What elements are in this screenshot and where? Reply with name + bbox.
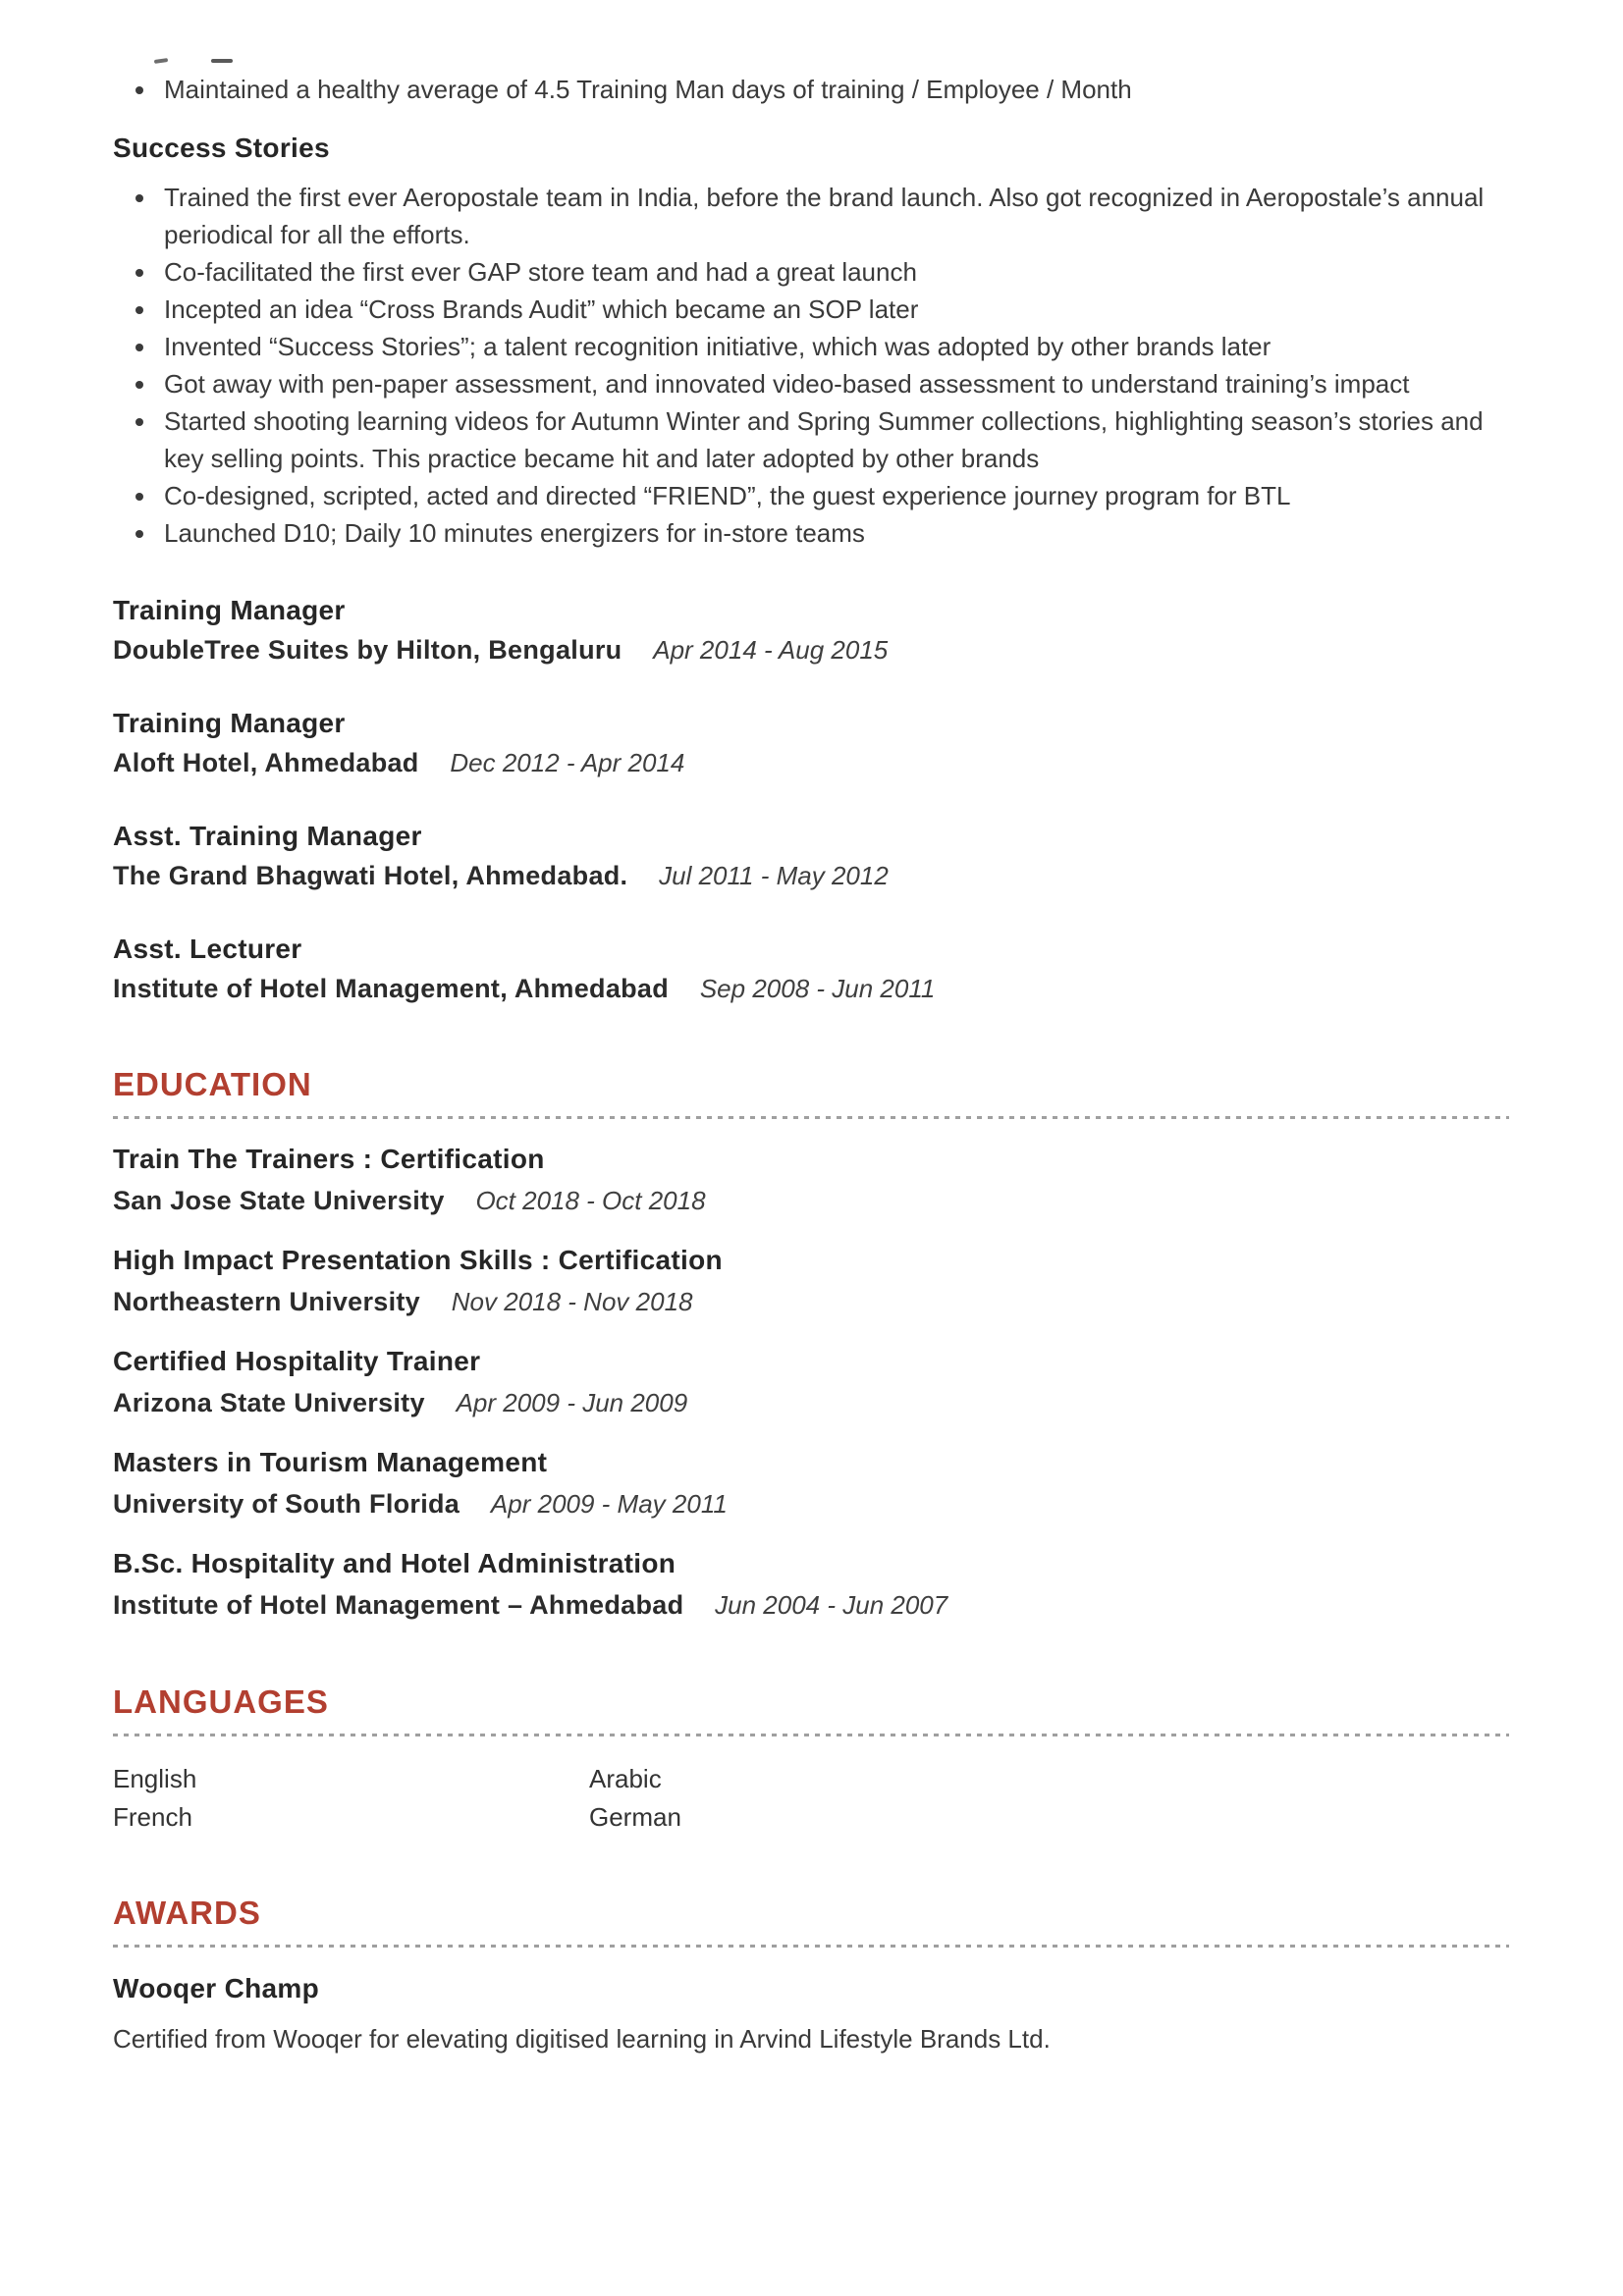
language-item: Arabic (589, 1764, 662, 1793)
experience-list (113, 591, 1509, 1008)
school-name: University of South Florida (113, 1489, 460, 1519)
job-company-line (113, 969, 1509, 1008)
company-name: The Grand Bhagwati Hotel, Ahmedabad. (113, 861, 628, 890)
language-item: German (589, 1802, 681, 1832)
school-name: Arizona State University (113, 1388, 425, 1417)
language-item: French (113, 1802, 192, 1832)
job-dates: Apr 2014 - Aug 2015 (653, 635, 889, 665)
languages-column-1 (113, 1760, 589, 1837)
bullet-item: • Co-designed, scripted, acted and directed “FRIEND”, the guest experience journey program for BTL (158, 477, 1509, 514)
job-title: Asst. Lecturer (113, 934, 302, 964)
school-line (113, 1180, 1509, 1221)
school-line (113, 1483, 1509, 1524)
bullet-item: • Co-facilitated the first ever GAP store team and had a great launch (158, 253, 1509, 291)
school-line (113, 1281, 1509, 1322)
clipped-line-fragment (113, 55, 1509, 67)
job-entry (113, 591, 1509, 669)
languages-section (113, 1682, 1509, 1837)
job-company-line (113, 743, 1509, 782)
education-dates: Apr 2009 - Jun 2009 (456, 1388, 688, 1417)
degree-title: B.Sc. Hospitality and Hotel Administration (113, 1548, 676, 1578)
success-stories-heading: Success Stories (113, 133, 330, 163)
company-name: DoubleTree Suites by Hilton, Bengaluru (113, 635, 622, 665)
job-title: Training Manager (113, 595, 346, 625)
degree-title: Masters in Tourism Management (113, 1447, 548, 1477)
company-name: Institute of Hotel Management, Ahmedabad (113, 974, 670, 1003)
awards-heading: AWARDS (113, 1895, 261, 1931)
degree-title: Certified Hospitality Trainer (113, 1346, 481, 1376)
job-dates: Jul 2011 - May 2012 (659, 861, 889, 890)
bullet-item: • Got away with pen-paper assessment, and innovated video-based assessment to understand training’s impact (158, 365, 1509, 402)
bullet-item: • Maintained a healthy average of 4.5 Training Man days of training / Employee / Month (158, 71, 1509, 108)
bullet-item: • Invented “Success Stories”; a talent recognition initiative, which was adopted by other brands later (158, 328, 1509, 365)
languages-heading: LANGUAGES (113, 1683, 329, 1720)
education-entry (113, 1543, 1509, 1626)
intro-bullet-list (113, 71, 1509, 108)
job-entry (113, 817, 1509, 895)
education-dates: Oct 2018 - Oct 2018 (475, 1186, 706, 1215)
school-name: San Jose State University (113, 1186, 445, 1215)
education-entry (113, 1341, 1509, 1423)
dotted-divider (113, 1116, 1509, 1119)
language-item: English (113, 1764, 197, 1793)
bullet-item: • Launched D10; Daily 10 minutes energizers for in-store teams (158, 514, 1509, 552)
job-entry (113, 704, 1509, 782)
school-name: Institute of Hotel Management – Ahmedabad (113, 1590, 684, 1620)
award-description: Certified from Wooqer for elevating digitised learning in Arvind Lifestyle Brands Ltd. (113, 2024, 1051, 2054)
awards-section (113, 1894, 1509, 2057)
education-entry (113, 1240, 1509, 1322)
education-section (113, 1065, 1509, 1626)
job-company-line (113, 856, 1509, 895)
job-title: Asst. Training Manager (113, 821, 422, 851)
award-name: Wooqer Champ (113, 1973, 319, 2003)
job-dates: Sep 2008 - Jun 2011 (699, 974, 936, 1003)
education-entry (113, 1139, 1509, 1221)
school-line (113, 1382, 1509, 1423)
school-line (113, 1584, 1509, 1626)
job-dates: Dec 2012 - Apr 2014 (450, 748, 685, 777)
success-stories-list (113, 179, 1509, 552)
languages-column-2 (589, 1760, 1065, 1837)
job-title: Training Manager (113, 708, 346, 738)
bullet-item: • Incepted an idea “Cross Brands Audit” which became an SOP later (158, 291, 1509, 328)
degree-title: High Impact Presentation Skills : Certification (113, 1245, 723, 1275)
bullet-item: • Started shooting learning videos for Autumn Winter and Spring Summer collections, highlighting season’s stories and key selling points. This practice became hit and later adopted by other brands (158, 402, 1509, 477)
job-entry (113, 930, 1509, 1008)
education-heading: EDUCATION (113, 1066, 312, 1102)
education-dates: Jun 2004 - Jun 2007 (715, 1590, 948, 1620)
dotted-divider (113, 1945, 1509, 1948)
education-entry (113, 1442, 1509, 1524)
education-dates: Nov 2018 - Nov 2018 (451, 1287, 693, 1316)
languages-columns (113, 1760, 1509, 1837)
job-company-line (113, 630, 1509, 669)
company-name: Aloft Hotel, Ahmedabad (113, 748, 419, 777)
bullet-item: • Trained the first ever Aeropostale team in India, before the brand launch. Also got recognized in Aeropostale’s annual periodical for all the efforts. (158, 179, 1509, 253)
school-name: Northeastern University (113, 1287, 420, 1316)
dotted-divider (113, 1734, 1509, 1736)
degree-title: Train The Trainers : Certification (113, 1144, 545, 1174)
education-dates: Apr 2009 - May 2011 (490, 1489, 728, 1519)
